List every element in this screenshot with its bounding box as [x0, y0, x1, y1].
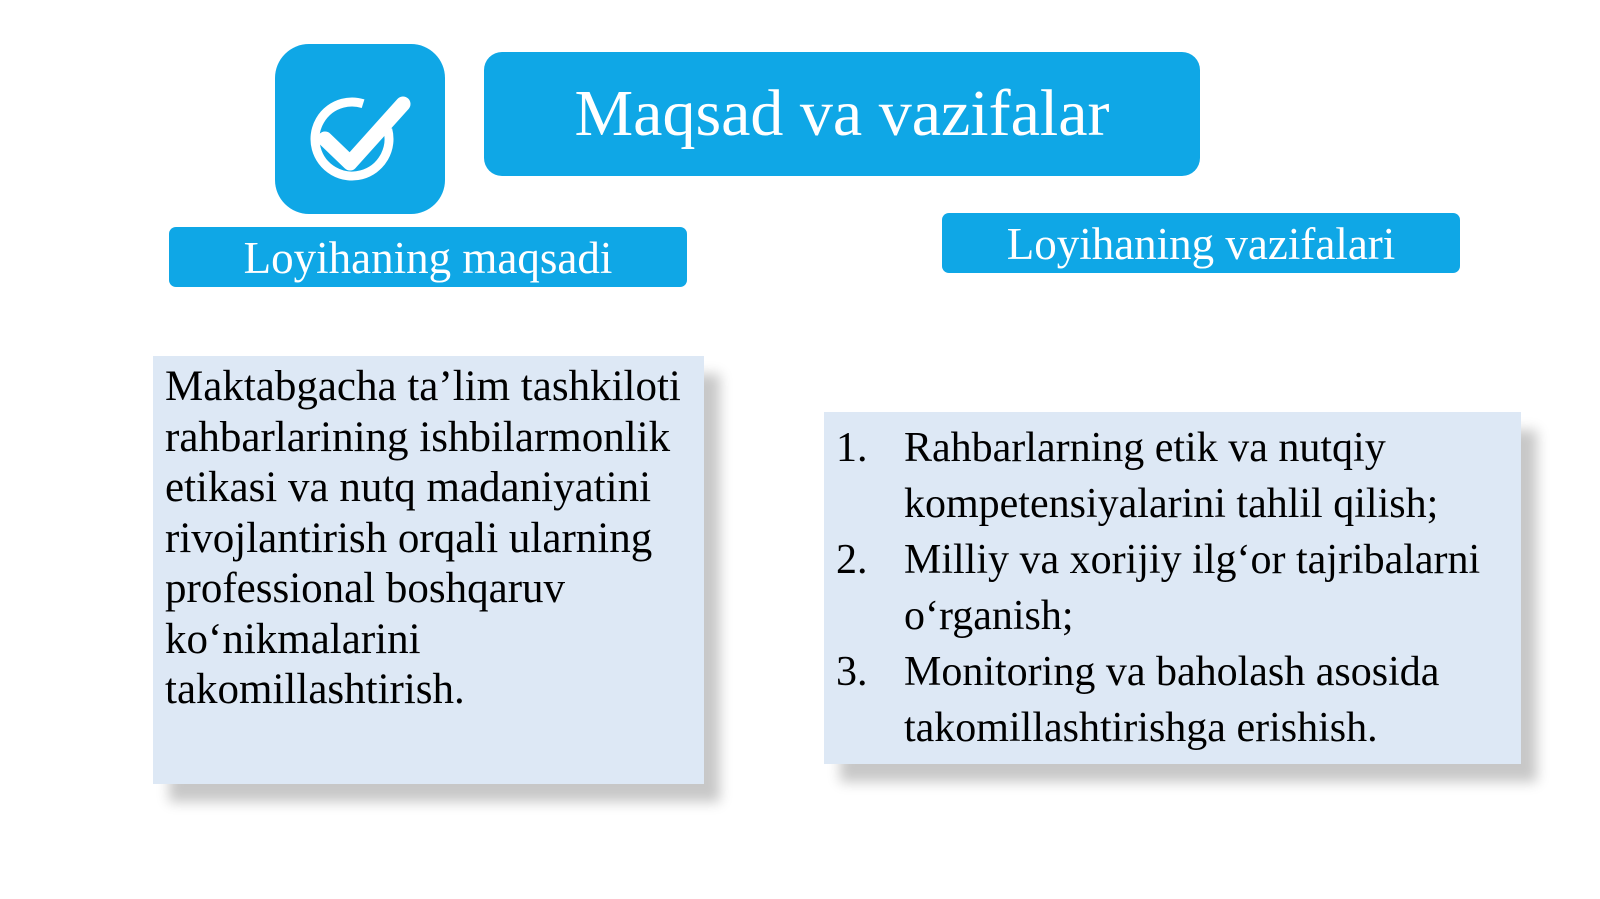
goal-heading: Loyihaning maqsadi — [169, 227, 687, 287]
tasks-heading: Loyihaning vazifalari — [942, 213, 1460, 273]
task-item-3 — [836, 644, 1511, 756]
slide-title: Maqsad va vazifalar — [484, 52, 1200, 176]
task-text: Milliy va xorijiy ilg‘or tajribalarni o‘rganish; — [904, 537, 1481, 639]
tasks-list — [836, 420, 1511, 756]
task-number: 3. — [836, 649, 868, 695]
check-circle-icon — [275, 44, 445, 214]
task-text: Monitoring va baholash asosida takomillashtirishga erishish. — [904, 649, 1440, 751]
goal-panel — [153, 356, 704, 784]
task-item-1 — [836, 420, 1511, 532]
tasks-panel — [824, 412, 1521, 764]
check-icon-tile — [275, 44, 445, 214]
task-number: 2. — [836, 537, 868, 583]
task-number: 1. — [836, 425, 868, 471]
task-item-2 — [836, 532, 1511, 644]
task-text: Rahbarlarning etik va nutqiy kompetensiyalarini tahlil qilish; — [904, 425, 1439, 527]
goal-text: Maktabgacha ta’lim tashkiloti rahbarlarining ishbilarmonlik etikasi va nutq madaniyatini rivojlantirish orqali ularning professional boshqaruv ko‘nikmalarini takomillashtirish. — [165, 363, 681, 713]
